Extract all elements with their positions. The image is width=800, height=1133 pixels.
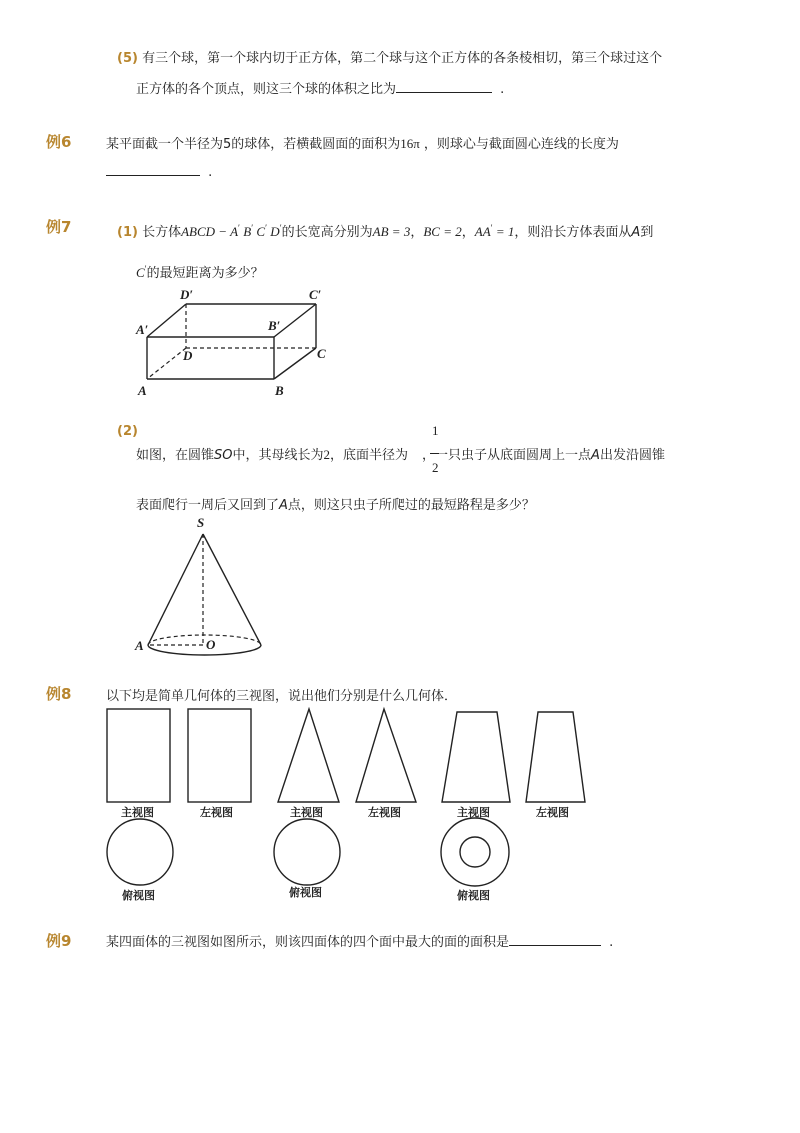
caption-side-2: 左视图 <box>368 807 401 819</box>
label-o: O <box>206 637 216 652</box>
cylinder-front-view <box>107 709 170 802</box>
three-views-figure <box>100 702 600 907</box>
cuboid-figure <box>128 282 338 404</box>
cone-side-view <box>356 709 416 802</box>
fraction-numerator: 1 <box>432 423 439 438</box>
ex7-p1-bc: BC = 2 <box>423 224 462 239</box>
label-b1: B′ <box>268 318 281 333</box>
ex8-text: 以下均是简单几何体的三视图，说出他们分别是什么几何体． <box>106 689 458 704</box>
ex9-line <box>106 931 613 950</box>
ex7-p2-text-4: ，一只虫子从底面圆周上一点 <box>422 448 592 463</box>
ex9-text: 某四面体的三视图如图所示，则该四面体的四个面中最大的面的面积是 <box>106 935 510 950</box>
cone-base-front <box>148 645 261 655</box>
caption-front-3: 主视图 <box>457 807 490 819</box>
label-d1: D′ <box>180 287 194 302</box>
ex7-p1-line1: (1) 长方体ABCD − A′ B′ C′ D′的长宽高分别为AB = 3，BC = 2，AA′ = 1，则沿长方体表面从A到 <box>117 223 654 240</box>
label-c: C <box>317 346 326 361</box>
caption-top-1: 俯视图 <box>122 890 155 902</box>
ex7-p1-solid-name: ABCD − A′ B′ C′ D′ <box>181 223 282 239</box>
q5-text-2: 正方体的各个顶点，则这三个球的体积之比为 <box>136 82 397 97</box>
cylinder-side-view <box>188 709 251 802</box>
q5-text-1: 有三个球，第一个球内切于正方体，第二个球与这个正方体的各条棱相切，第三个球过这个 <box>142 51 663 66</box>
cuboid-edge <box>147 304 186 337</box>
cone-base-back <box>148 635 261 645</box>
ex7-p1-number: (1) <box>117 225 138 240</box>
ex6-label: 例6 <box>46 133 72 151</box>
cone-front-view <box>278 709 339 802</box>
ex6-area-math: 16π <box>400 136 420 151</box>
q5-answer-blank <box>396 92 492 93</box>
ex6-line2 <box>106 165 212 180</box>
cone-slant-right <box>203 534 261 645</box>
cone-figure <box>130 512 270 660</box>
label-a: A <box>138 383 147 398</box>
caption-front-1: 主视图 <box>121 807 154 819</box>
caption-top-3: 俯视图 <box>457 890 490 902</box>
q5-line2 <box>136 78 504 97</box>
cuboid-hidden-edge <box>147 348 186 379</box>
label-c1: C′ <box>309 287 322 302</box>
ex7-p1-text-5: ，则沿长方体表面从 <box>514 225 632 240</box>
ex7-p1-text-2: 的长宽高分别为 <box>281 225 373 240</box>
ex7-p1-text-7: 的最短距离为多少？ <box>146 266 264 281</box>
ex6-period: . <box>208 165 213 180</box>
ex7-p2-line1: 如图，在圆锥SO中，其母线长为2，底面半径为 ，一只虫子从底面圆周上一点A出发沿圆锥 <box>136 447 665 463</box>
ex7-p2-text-6: 表面爬行一周后又回到了 <box>136 498 280 513</box>
ex9-label: 例9 <box>46 932 72 950</box>
caption-side-1: 左视图 <box>200 807 233 819</box>
ex7-p1-ab: AB = 3 <box>372 224 411 239</box>
label-a-cone: A <box>135 638 144 653</box>
ex6-text-a: 某平面截一个半径为5的球体，若横截圆面的面积为 <box>106 137 401 152</box>
ex7-p2-text-7: 点，则这只虫子所爬过的最短路程是多少？ <box>287 498 535 513</box>
cone-top-view <box>274 819 340 885</box>
cuboid-edge <box>274 348 316 379</box>
ex6-line1 <box>106 133 619 152</box>
caption-top-2: 俯视图 <box>289 887 322 899</box>
cone-slant-left <box>148 534 203 645</box>
label-s: S <box>197 515 205 530</box>
ex6-text-b: ，则球心与截面圆心连线的长度为 <box>423 137 619 152</box>
frustum-top-view-inner <box>460 837 490 867</box>
ex6-answer-blank <box>106 175 200 176</box>
ex7-p2-text-1: 如图，在圆锥 <box>136 448 215 463</box>
q5-number: (5) <box>117 51 138 66</box>
ex7-p2-number: (2) <box>117 424 138 439</box>
cylinder-top-view <box>107 819 173 885</box>
caption-side-3: 左视图 <box>536 807 569 819</box>
ex9-period: . <box>609 935 614 950</box>
ex7-p1-text-1: 长方体 <box>142 225 182 240</box>
ex8-label: 例8 <box>46 685 72 703</box>
ex7-p2-so: SO <box>214 448 233 463</box>
frustum-side-view <box>526 712 585 802</box>
ex7-label: 例7 <box>46 218 72 236</box>
ex9-answer-blank <box>509 945 601 946</box>
ex7-p1-line2 <box>136 262 264 281</box>
label-b: B <box>275 383 284 398</box>
fraction-bar <box>430 453 439 454</box>
ex7-p1-c-prime: C′ <box>136 264 147 280</box>
frustum-top-view-outer <box>441 818 509 886</box>
q5-line1 <box>117 47 662 66</box>
caption-front-2: 主视图 <box>290 807 323 819</box>
q5-period: . <box>500 82 505 97</box>
frustum-front-view <box>442 712 510 802</box>
fraction-denominator: 2 <box>432 460 439 475</box>
ex7-p2-line2: 表面爬行一周后又回到了A点，则这只虫子所爬过的最短路程是多少？ <box>136 498 535 513</box>
ex7-p1-aa: AA′ = 1 <box>474 223 515 239</box>
label-a1: A′ <box>136 322 149 337</box>
label-d: D <box>183 348 193 363</box>
